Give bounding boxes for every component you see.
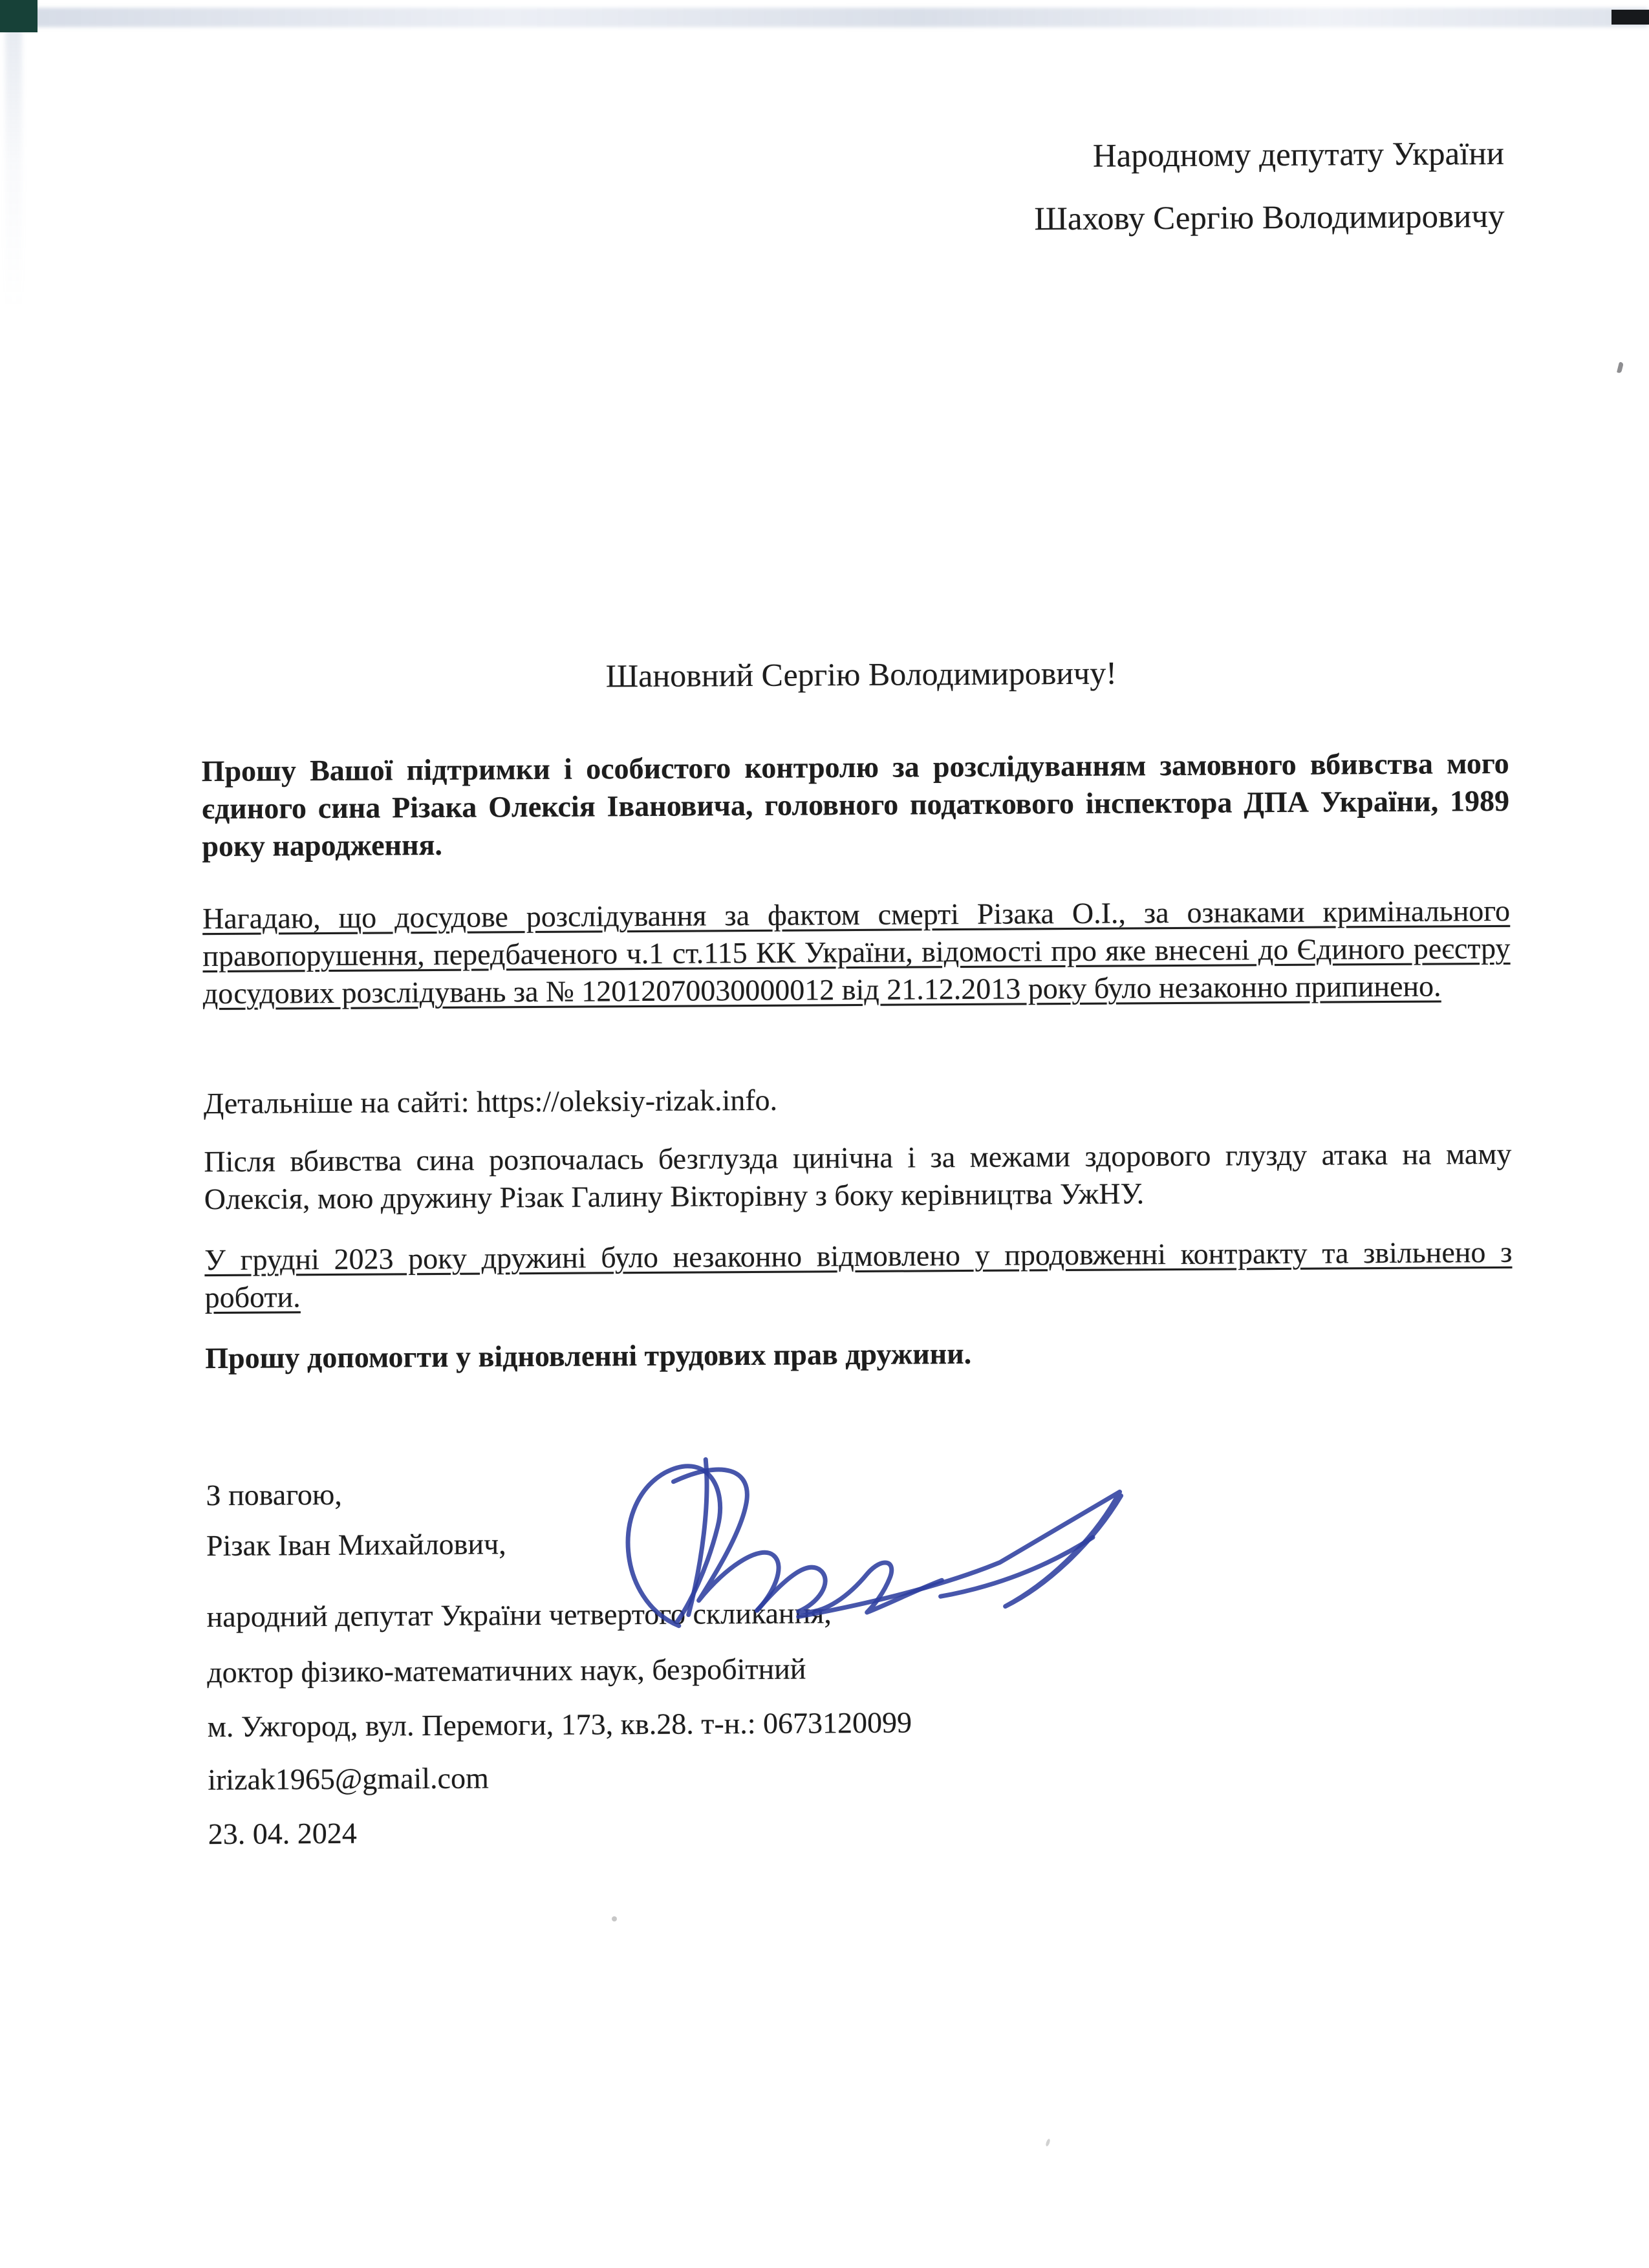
paragraph-contract-termination: У грудні 2023 року дружині було незаконно відмовлено у продовженні контракту та звільнено з роботи. xyxy=(204,1235,1513,1314)
corner-mark-top-right xyxy=(1611,10,1649,25)
paragraph-website-reference: Детальніше на сайті: https://oleksiy-rizak.info. xyxy=(203,1083,778,1120)
paragraph-help-request: Прошу допомогти у відновленні трудових прав дружини. xyxy=(205,1336,972,1375)
sender-title-doctor: доктор фізико-математичних наук, безробітний xyxy=(207,1652,806,1689)
corner-mark-top-left xyxy=(0,0,38,32)
paragraph-investigation-reminder: Нагадаю, що досудове розслідування за фактом смерті Різака О.І., за ознаками кримінального правопорушення, передбаченого ч.1 ст.115 КК України, відомості про яке внесені до Єдиного реєстру досудових розслідувань за № 12012070030000012 від 21.12.2013 року було незаконно припинено. xyxy=(202,893,1511,1011)
recipient-block xyxy=(1034,123,1505,251)
scan-speck xyxy=(1617,361,1624,373)
sender-email: irizak1965@gmail.com xyxy=(208,1761,489,1797)
recipient-line-1: Народному депутату України xyxy=(1092,135,1505,175)
letter-content xyxy=(197,0,1518,2268)
sender-address-phone: м. Ужгород, вул. Перемоги, 173, кв.28. т-н.: 0673120099 xyxy=(207,1706,912,1744)
closing-line: З повагою, xyxy=(206,1477,342,1512)
recipient-line-2: Шахову Сергію Володимировичу xyxy=(1034,198,1505,238)
letter-date: 23. 04. 2024 xyxy=(208,1816,357,1851)
salutation: Шановний Сергію Володимировичу! xyxy=(605,654,1117,694)
scan-left-smudge xyxy=(5,19,22,381)
sender-name: Різак Іван Михайлович, xyxy=(206,1527,506,1563)
paragraph-request-support: Прошу Вашої підтримки і особистого контролю за розслідуванням замовного вбивства мого єдиного сина Різака Олексія Івановича, головного податкового інспектора ДПА України, 1989 року народження. xyxy=(201,746,1510,863)
paragraph-attack-on-wife: Після вбивства сина розпочалась безглузда цинічна і за межами здорового глузду атака на маму Олексія, мою дружину Різак Галину Вікторівну з боку керівництва УжНУ. xyxy=(204,1137,1512,1216)
signature-ink xyxy=(577,1439,1161,1642)
sender-title-deputy: народний депутат України четвертого скликання, xyxy=(206,1596,832,1634)
